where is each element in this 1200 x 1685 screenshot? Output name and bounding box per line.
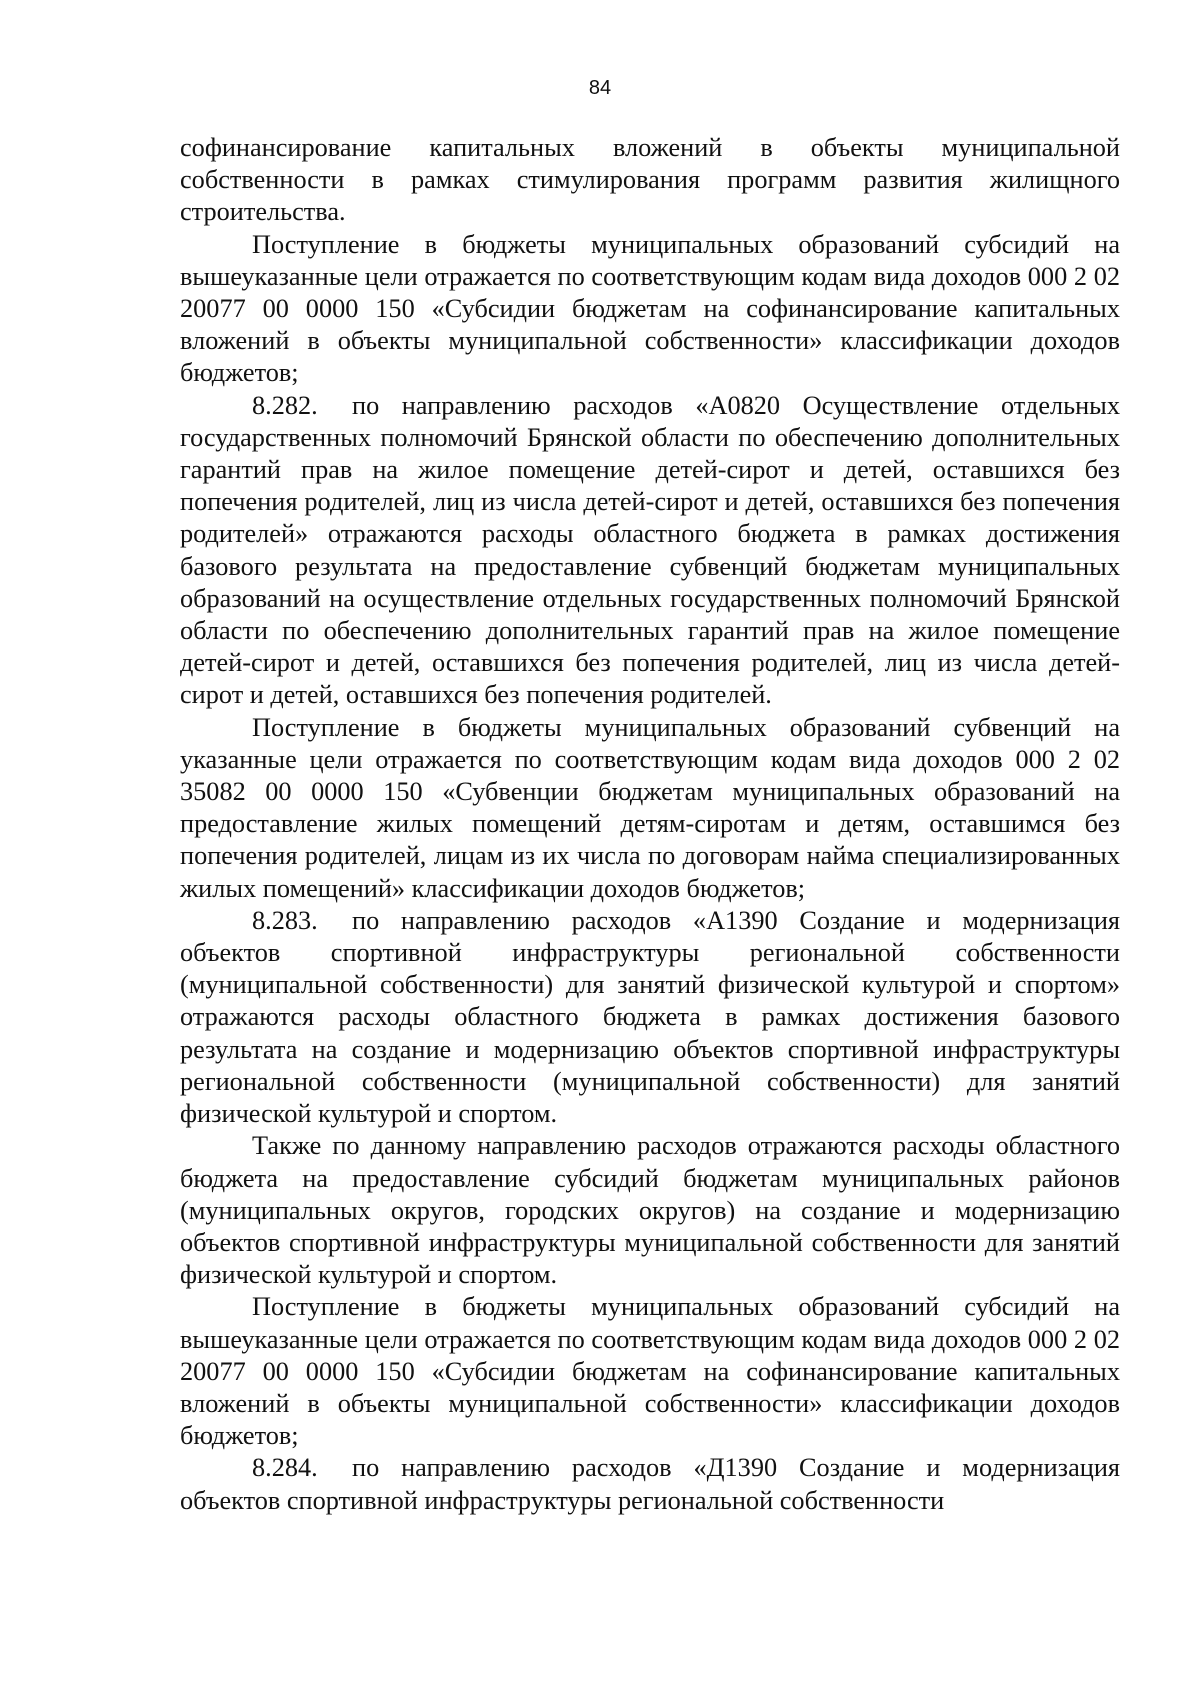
paragraph-number: 8.283.: [252, 905, 318, 935]
document-body: [180, 132, 1120, 1517]
paragraph: [180, 229, 1120, 390]
numbered-paragraph: [180, 905, 1120, 1130]
paragraph: [180, 1291, 1120, 1452]
paragraph-number: 8.284.: [252, 1453, 318, 1483]
paragraph: [180, 712, 1120, 905]
paragraph-text: Поступление в бюджеты муниципальных образований субсидий на вышеуказанные цели отражается по соответствующим кодам вида доходов 000 2 02 20077 00 0000 150 «Субсидии бюджетам на софинансирование капитальных вложений в объекты муниципальной собственности» классификации доходов бюджетов;: [180, 1292, 1120, 1451]
paragraph: [180, 1130, 1120, 1291]
paragraph-text: по направлению расходов «А1390 Создание и модернизация объектов спортивной инфраструктуры региональной собственности (муниципальной собственности) для занятий физической культурой и спортом» отражаются расходы областного бюджета в рамках достижения базового результата на создание и модернизацию объектов спортивной инфраструктуры региональной собственности (муниципальной собственности) для занятий физической культурой и спортом.: [180, 905, 1120, 1129]
paragraph-text: Поступление в бюджеты муниципальных образований субвенций на указанные цели отражается по соответствующим кодам вида доходов 000 2 02 35082 00 0000 150 «Субвенции бюджетам муниципальных образований на предоставление жилых помещений детям-сиротам и детям, оставшимся без попечения родителей, лицам из их числа по договорам найма специализированных жилых помещений» классификации доходов бюджетов;: [180, 712, 1120, 903]
numbered-paragraph: [180, 390, 1120, 712]
paragraph-text: по направлению расходов «Д1390 Создание и модернизация объектов спортивной инфраструктуры региональной собственности: [180, 1453, 1120, 1515]
paragraph-text: Также по данному направлению расходов отражаются расходы областного бюджета на предоставление субсидий бюджетам муниципальных районов (муниципальных округов, городских округов) на создание и модернизацию объектов спортивной инфраструктуры муниципальной собственности для занятий физической культурой и спортом.: [180, 1131, 1120, 1290]
paragraph-text: по направлению расходов «А0820 Осуществление отдельных государственных полномочий Брянской области по обеспечению дополнительных гарантий прав на жилое помещение детей-сирот и детей, оставшихся без попечения родителей, лиц из числа детей-сирот и детей, оставшихся без попечения родителей» отражаются расходы областного бюджета в рамках достижения базового результата на предоставление субвенций бюджетам муниципальных образований на осуществление отдельных государственных полномочий Брянской области по обеспечению дополнительных гарантий прав на жилое помещение детей-сирот и детей, оставшихся без попечения родителей, лиц из числа детей-сирот и детей, оставшихся без попечения родителей.: [180, 390, 1120, 710]
paragraph-number: 8.282.: [252, 390, 318, 420]
paragraph: [180, 132, 1120, 229]
numbered-paragraph: [180, 1452, 1120, 1516]
paragraph-text: Поступление в бюджеты муниципальных образований субсидий на вышеуказанные цели отражается по соответствующим кодам вида доходов 000 2 02 20077 00 0000 150 «Субсидии бюджетам на софинансирование капитальных вложений в объекты муниципальной собственности» классификации доходов бюджетов;: [180, 229, 1120, 388]
paragraph-text: софинансирование капитальных вложений в объекты муниципальной собственности в рамках стимулирования программ развития жилищного строительства.: [180, 133, 1120, 227]
page-number: 84: [588, 77, 612, 99]
